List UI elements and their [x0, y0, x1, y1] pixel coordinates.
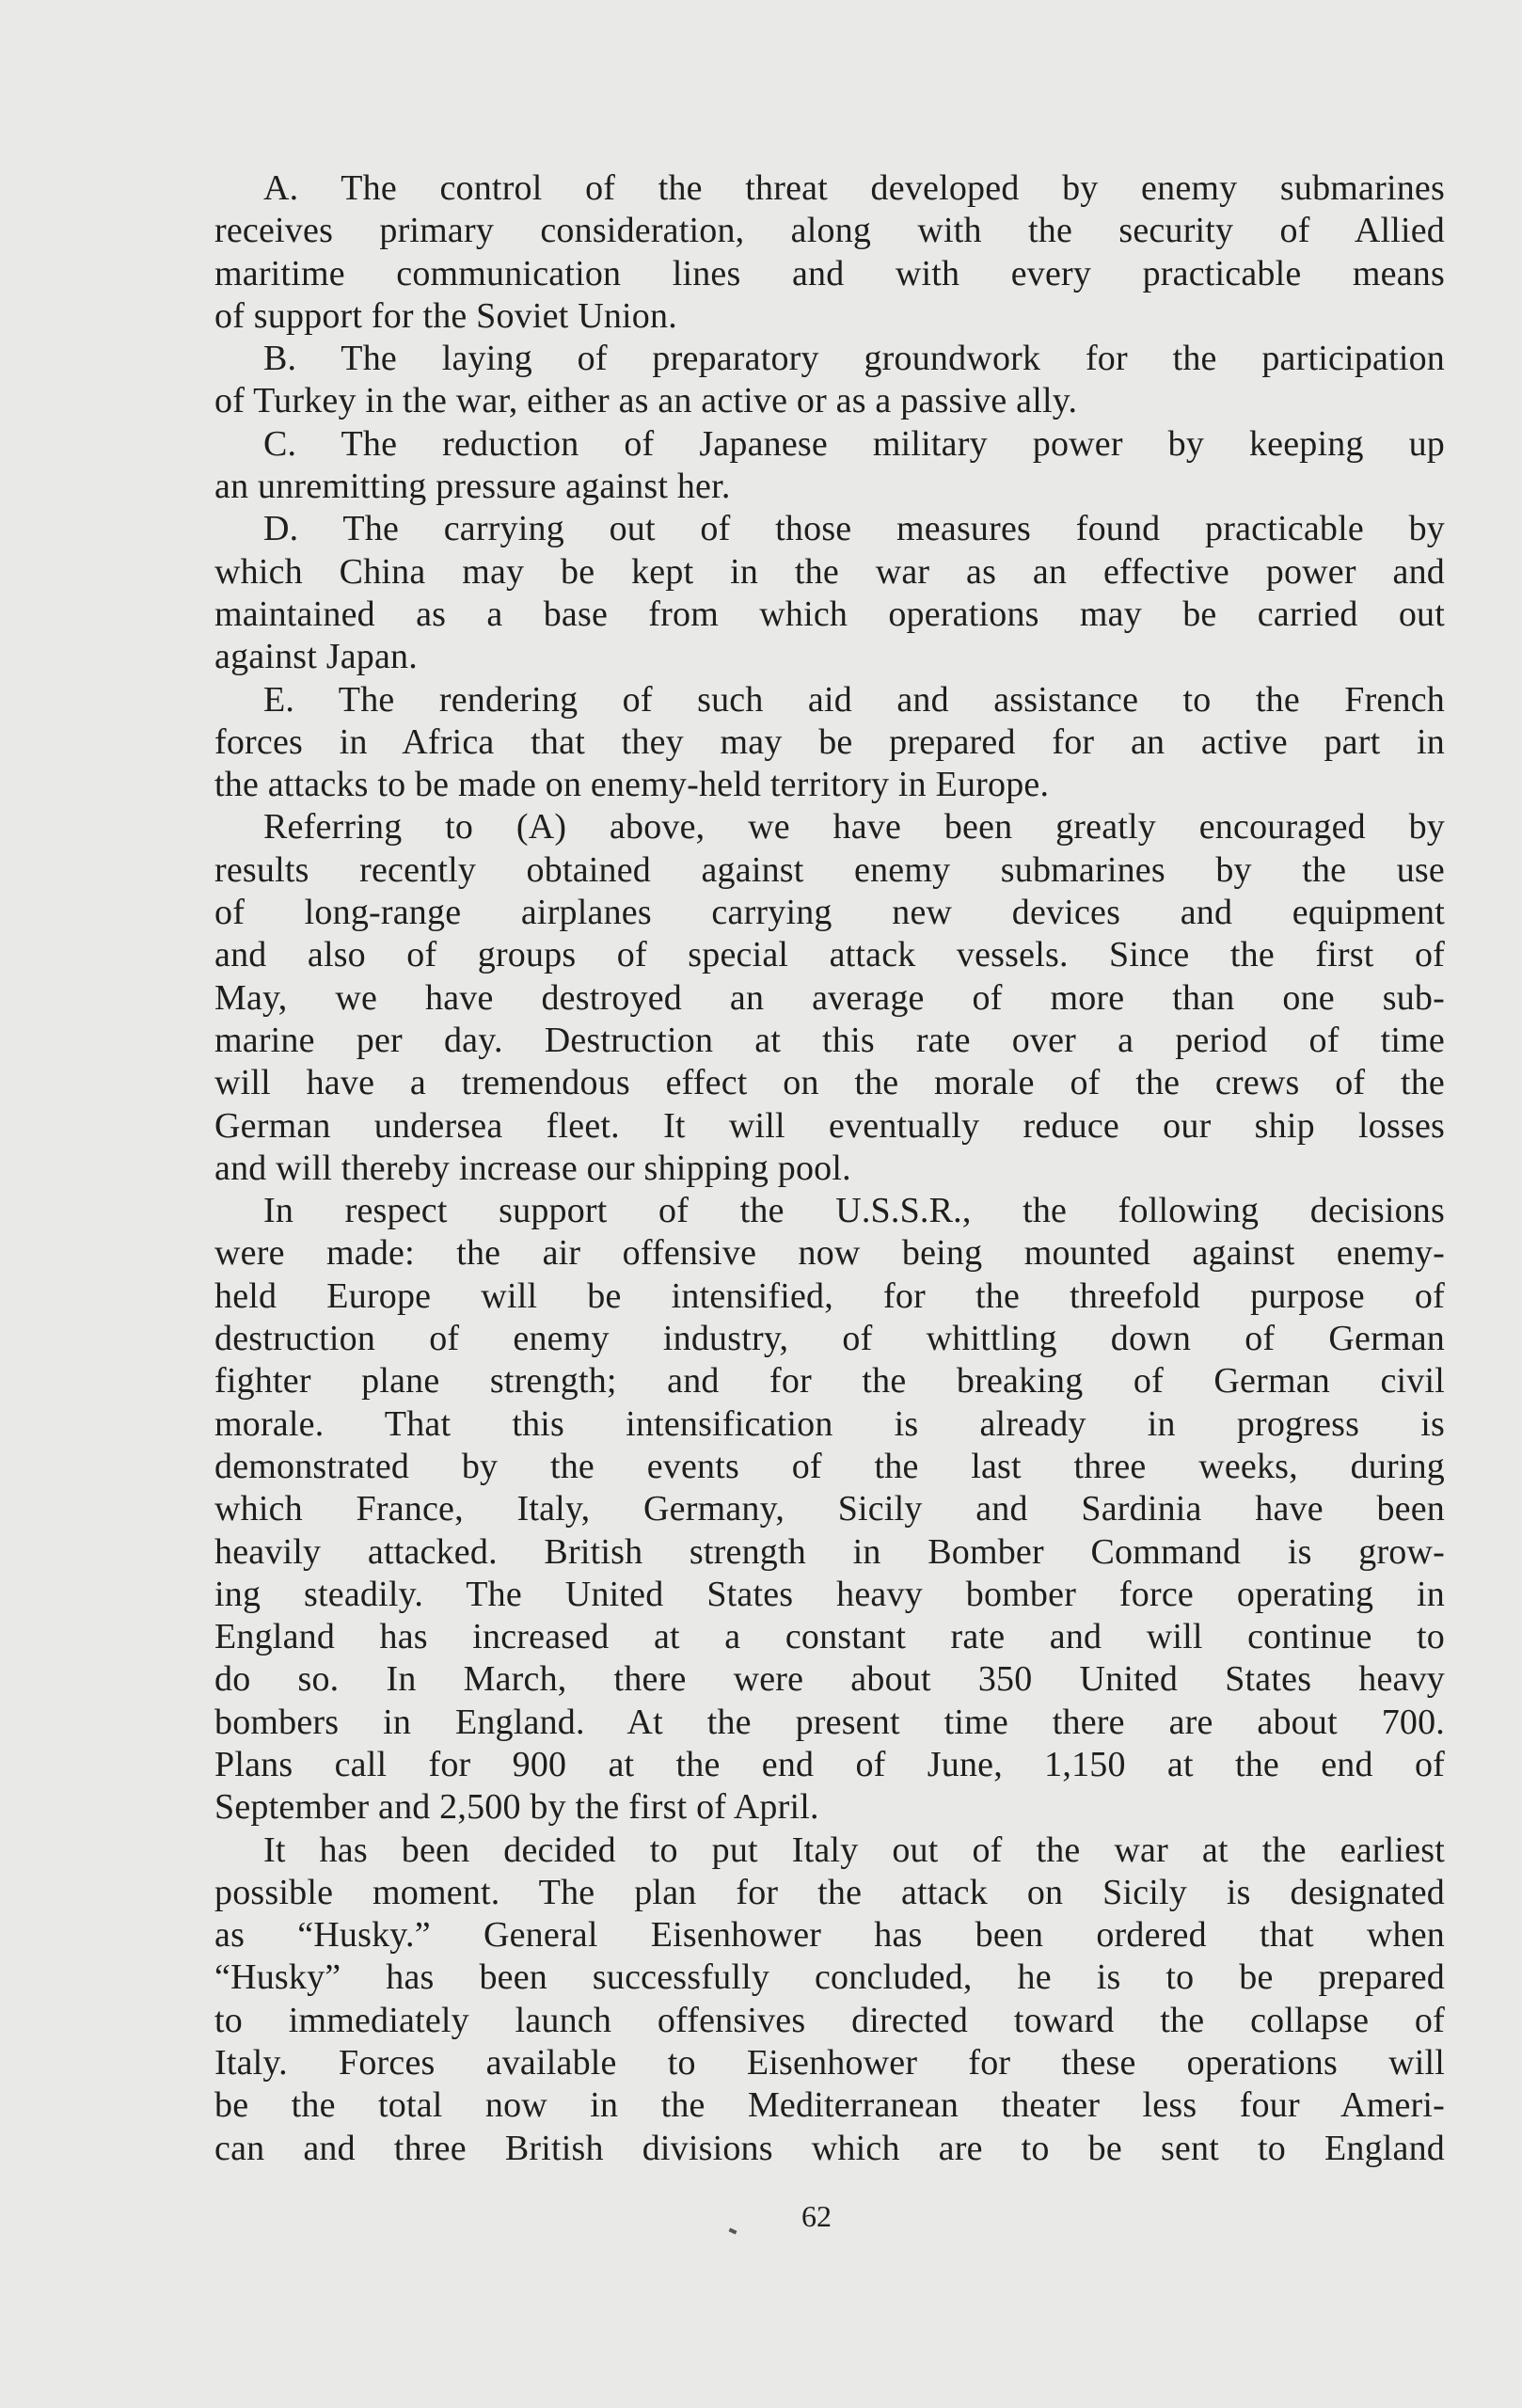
text-line: of Turkey in the war, either as an active or as a passive ally. — [214, 381, 1078, 421]
text-line: fighter plane strength; and for the breaking of German civil — [214, 1361, 1445, 1402]
text-line: an unremitting pressure against her. — [214, 467, 731, 507]
text-line: and also of groups of special attack vessels. Since the first of — [214, 935, 1445, 975]
text-line: demonstrated by the events of the last three weeks, during — [214, 1446, 1445, 1486]
text-line: A. The control of the threat developed by enemy submarines — [263, 168, 1445, 208]
text-line: which France, Italy, Germany, Sicily and Sardinia have been — [214, 1489, 1445, 1529]
text-line: maintained as a base from which operations may be carried out — [214, 594, 1445, 634]
paragraph — [214, 1830, 1445, 2170]
text-line: will have a tremendous effect on the morale of the crews of the — [214, 1063, 1445, 1103]
paragraph — [214, 338, 1445, 423]
text-line: marine per day. Destruction at this rate over a period of time — [214, 1020, 1445, 1060]
text-line: Plans call for 900 at the end of June, 1,150 at the end of — [214, 1744, 1445, 1784]
text-line: to immediately launch offensives directed toward the collapse of — [214, 2000, 1445, 2040]
text-line: were made: the air offensive now being mounted against enemy- — [214, 1233, 1445, 1274]
text-line: destruction of enemy industry, of whittling down of German — [214, 1319, 1445, 1359]
text-line: E. The rendering of such aid and assistance to the French — [263, 679, 1445, 720]
text-line: German undersea fleet. It will eventually reduce our ship losses — [214, 1105, 1445, 1146]
text-line: May, we have destroyed an average of more than one sub- — [214, 977, 1445, 1018]
text-line: In respect support of the U.S.S.R., the following decisions — [263, 1191, 1445, 1231]
text-line: “Husky” has been successfully concluded, he is to be prepared — [214, 1957, 1445, 1998]
text-line: September and 2,500 by the first of April. — [214, 1787, 819, 1828]
paragraph — [214, 1190, 1445, 1829]
text-line: can and three British divisions which are to be sent to England — [214, 2128, 1445, 2168]
text-line: B. The laying of preparatory groundwork for the participation — [263, 339, 1445, 379]
text-line: of support for the Soviet Union. — [214, 295, 677, 336]
text-line: the attacks to be made on enemy-held territory in Europe. — [214, 765, 1050, 805]
text-line: morale. That this intensification is already in progress is — [214, 1403, 1445, 1444]
paragraph — [214, 423, 1445, 509]
text-line: against Japan. — [214, 637, 418, 677]
text-line: held Europe will be intensified, for the threefold purpose of — [214, 1275, 1445, 1316]
ink-speck — [729, 2227, 737, 2234]
text-line: C. The reduction of Japanese military power by keeping up — [263, 423, 1445, 464]
text-line: possible moment. The plan for the attack on Sicily is designated — [214, 1872, 1445, 1912]
text-line: D. The carrying out of those measures found practicable by — [263, 509, 1445, 549]
text-line: heavily attacked. British strength in Bomber Command is grow- — [214, 1531, 1445, 1572]
text-line: bombers in England. At the present time there are about 700. — [214, 1702, 1445, 1742]
page-number: 62 — [801, 2199, 832, 2233]
text-line: do so. In March, there were about 350 United States heavy — [214, 1659, 1445, 1700]
text-line: ing steadily. The United States heavy bomber force operating in — [214, 1574, 1445, 1614]
text-line: and will thereby increase our shipping pool. — [214, 1148, 851, 1188]
paragraph — [214, 508, 1445, 678]
text-line: receives primary consideration, along with the security of Allied — [214, 211, 1445, 251]
body-text — [214, 167, 1445, 2170]
text-line: England has increased at a constant rate and will continue to — [214, 1617, 1445, 1657]
text-line: be the total now in the Mediterranean theater less four Ameri- — [214, 2085, 1445, 2126]
text-line: of long-range airplanes carrying new devices and equipment — [214, 893, 1445, 933]
text-line: Referring to (A) above, we have been greatly encouraged by — [263, 807, 1445, 848]
text-line: forces in Africa that they may be prepared for an active part in — [214, 721, 1445, 762]
text-line: as “Husky.” General Eisenhower has been ordered that when — [214, 1915, 1445, 1956]
text-line: It has been decided to put Italy out of the war at the earliest — [263, 1830, 1445, 1870]
paragraph — [214, 679, 1445, 807]
text-line: Italy. Forces available to Eisenhower for these operations will — [214, 2043, 1445, 2083]
text-line: which China may be kept in the war as an effective power and — [214, 551, 1445, 592]
paragraph — [214, 806, 1445, 1190]
text-line: results recently obtained against enemy submarines by the use — [214, 849, 1445, 890]
paragraph — [214, 167, 1445, 338]
text-line: maritime communication lines and with every practicable means — [214, 253, 1445, 293]
